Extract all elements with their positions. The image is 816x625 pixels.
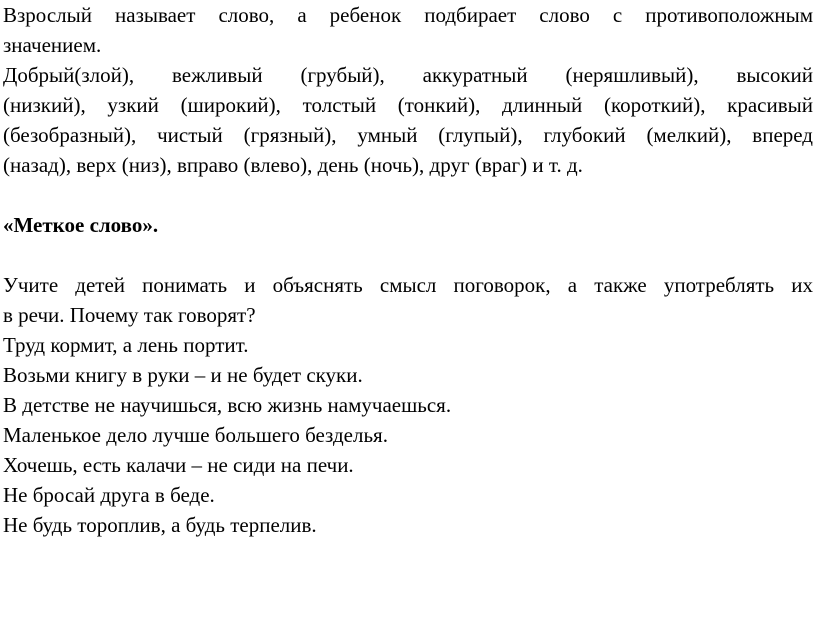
proverb-item: Хочешь, есть калачи – не сиди на печи. [3,453,354,477]
spacer [3,180,813,210]
document-page [3,0,813,540]
proverb-item: Не будь тороплив, а будь терпелив. [3,513,317,537]
antonyms-line-2: (низкий), узкий (широкий), толстый (тонкий), длинный (короткий), красивый [3,93,813,117]
proverb-item: Труд кормит, а лень портит. [3,333,249,357]
proverb-item: Не бросай друга в беде. [3,483,215,507]
intro-line-1: Взрослый называет слово, а ребенок подбирает слово с противоположным [3,3,813,27]
spacer [3,240,813,270]
antonyms-line-3: (безобразный), чистый (грязный), умный (глупый), глубокий (мелкий), вперед [3,123,813,147]
antonyms-line-1: Добрый(злой), вежливый (грубый), аккуратный (неряшливый), высокий [3,63,813,87]
intro-line-2: значением. [3,33,102,57]
instruction-paragraph [3,270,813,330]
antonyms-line-4: (назад), верх (низ), вправо (влево), день (ночь), друг (враг) и т. д. [3,153,583,177]
proverb-item: Маленькое дело лучше большего безделья. [3,423,388,447]
instruction-line-2: в речи. Почему так говорят? [3,303,256,327]
section-title: «Меткое слово». [3,213,159,237]
instruction-line-1: Учите детей понимать и объяснять смысл поговорок, а также употреблять их [3,273,813,297]
proverb-item: Возьми книгу в руки – и не будет скуки. [3,363,363,387]
proverbs-list [3,330,813,540]
intro-paragraph [3,0,813,60]
proverb-item: В детстве не научишься, всю жизнь намучаешься. [3,393,452,417]
antonyms-paragraph [3,60,813,180]
